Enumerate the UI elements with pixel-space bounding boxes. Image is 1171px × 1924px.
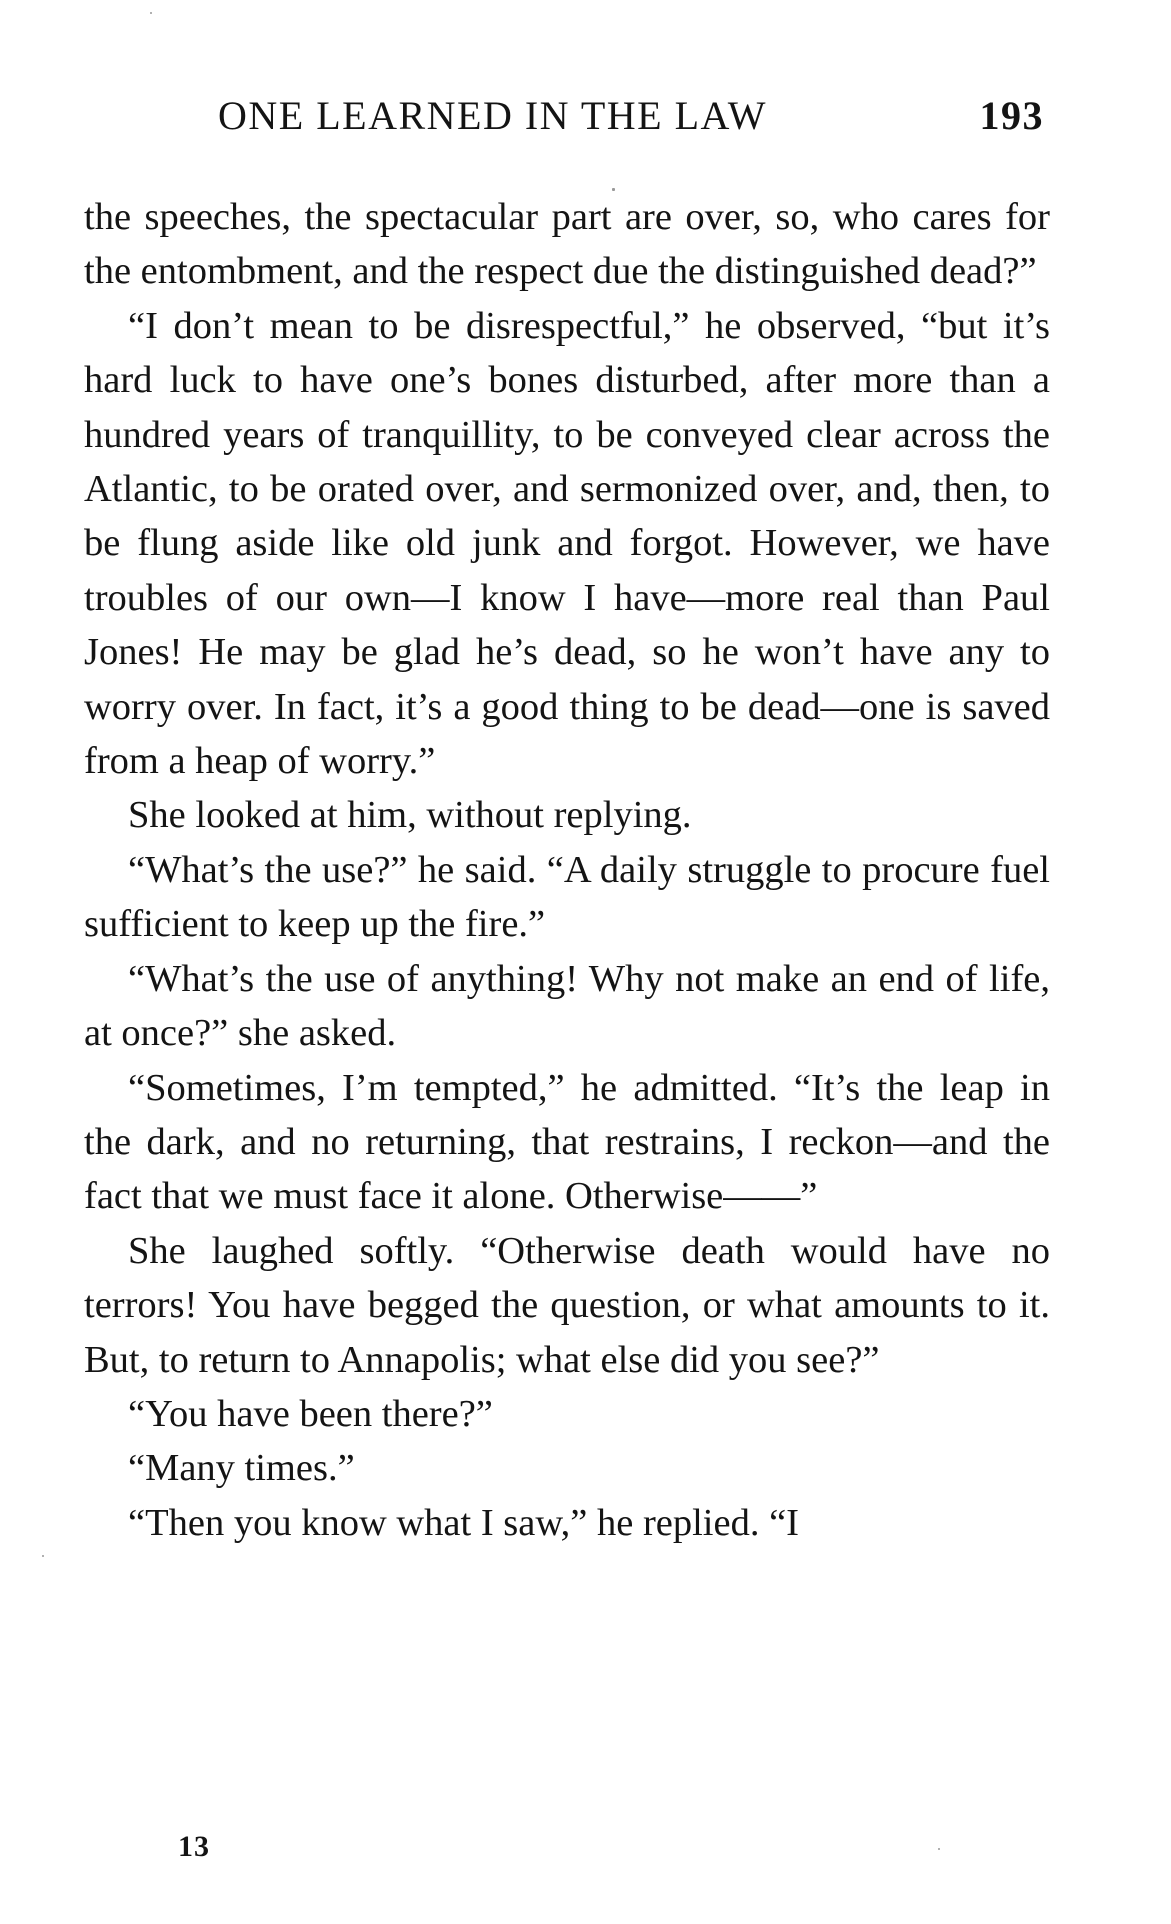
page-number: 193	[979, 93, 1044, 138]
paper-speck	[42, 1555, 44, 1557]
running-header	[218, 92, 1056, 152]
paragraph: She laughed softly. “Otherwise death would have no terrors! You have begged the question, or what amounts to it. But, to return to Annapolis; what else did you see?”	[84, 1229, 1050, 1381]
signature-mark: 13	[178, 1830, 210, 1863]
paragraph: “What’s the use?” he said. “A daily struggle to procure fuel sufficient to keep up the fire.”	[84, 848, 1050, 946]
paragraph: “Sometimes, I’m tempted,” he admitted. “It’s the leap in the dark, and no returning, that restrains, I reckon—and the fact that we must face it alone. Otherwise——”	[84, 1066, 1050, 1218]
paragraph: “I don’t mean to be disrespectful,” he observed, “but it’s hard luck to have one’s bones disturbed, after more than a hundred years of tranquillity, to be conveyed clear across the Atlantic, to be orated over, and sermonized over, and, then, to be flung aside like old junk and forgot. However, we have troubles of our own—I know I have—more real than Paul Jones! He may be glad he’s dead, so he won’t have any to worry over. In fact, it’s a good thing to be dead—one is saved from a heap of worry.”	[84, 304, 1050, 783]
paper-speck	[150, 12, 152, 14]
paragraph: She looked at him, without replying.	[128, 794, 692, 837]
paper-speck	[612, 188, 615, 191]
paragraph: “What’s the use of anything! Why not make an end of life, at once?” she asked.	[84, 957, 1050, 1055]
running-title: ONE LEARNED IN THE LAW	[218, 93, 767, 138]
paragraph: “You have been there?”	[128, 1392, 493, 1435]
paragraph: “Then you know what I saw,” he replied. “I	[128, 1501, 800, 1544]
paper-speck	[938, 1848, 940, 1850]
paragraph: “Many times.”	[128, 1447, 355, 1490]
page-body	[84, 190, 1050, 1550]
paragraph-continued: the speeches, the spectacular part are over, so, who cares for the entombment, and the respect due the distinguished dead?”	[84, 196, 1050, 293]
